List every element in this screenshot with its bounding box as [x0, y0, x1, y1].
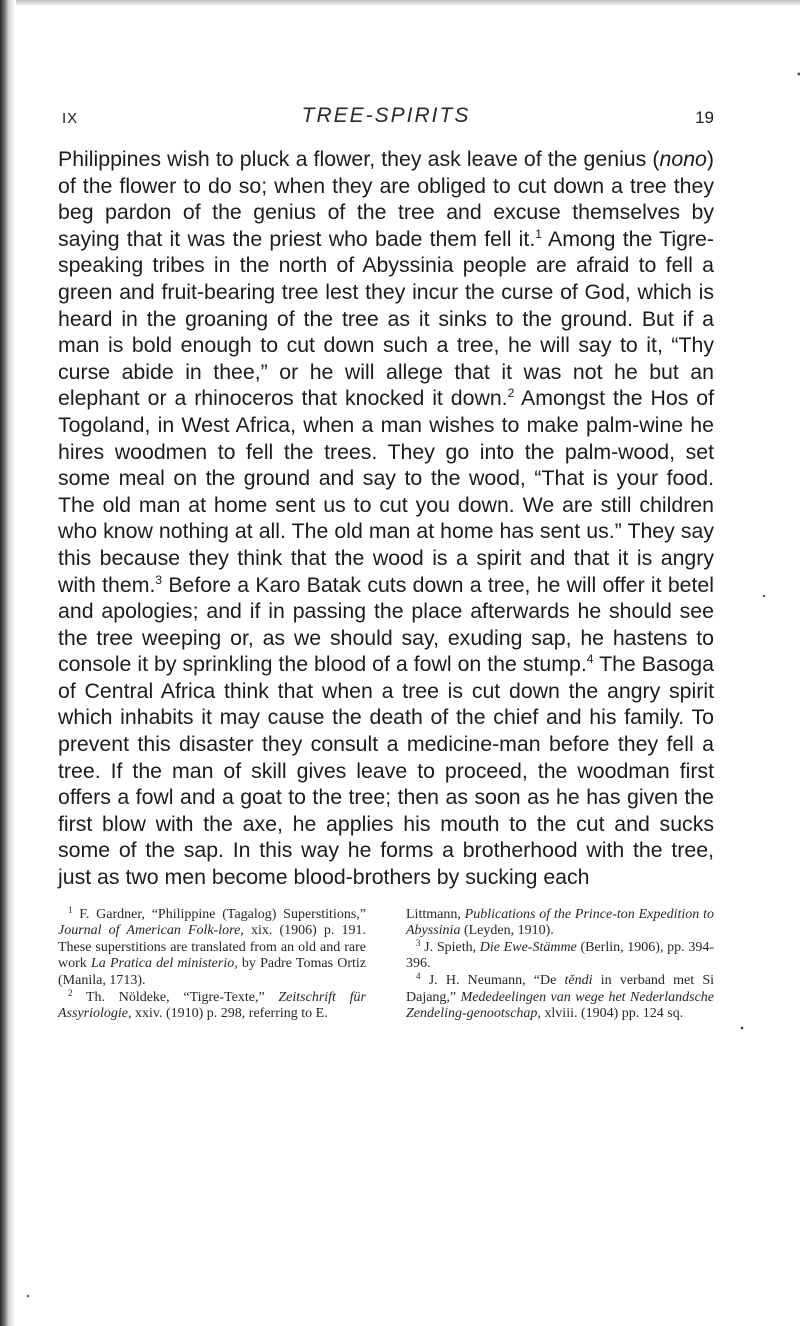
footnote-ref: 2	[507, 386, 515, 401]
footnote-ref: 4	[586, 652, 594, 667]
footnotes-right-column	[406, 907, 714, 1023]
footnote-ref: 1	[535, 226, 542, 241]
footnote: $^1$ F. Gardner, “Philippine (Tagalog) Superstitions,” Journal of American Folk-lore, xix. (1906) p. 191. These superstitions are translated from an old and rare work La Pratica del ministerio, by Padre Tomas Ortiz (Manila, 1713).	[58, 904, 367, 988]
page-number: 19	[695, 108, 714, 127]
running-title: TREE-SPIRITS	[301, 104, 471, 127]
scan-speck	[27, 1295, 30, 1298]
scan-binding-edge	[0, 0, 16, 1326]
footnote: $^2$ Th. Nöldeke, “Tigre-Texte,” Zeitschrift für Assyriologie, xxiv. (1910) p. 298, referring to E.	[58, 987, 366, 1022]
footnote-ref: 3	[155, 572, 163, 587]
footnotes-left-column	[58, 904, 367, 1023]
footnote: $^3$ J. Spieth, Die Ewe-Stämme (Berlin, 1906), pp. 394-396.	[406, 937, 714, 972]
body-paragraph: Philippines wish to pluck a flower, they ask leave of the genius (nono) of the flower to do so; when they are obliged to cut down a tree they beg pardon of the genius of the tree and excuse themselves by saying that it was the priest who bade them fell it.$^1$ Among the Tigre-speaking tribes in the north of Abyssinia people are afraid to fell a green and fruit-bearing tree lest they incur the curse of God, which is heard in the groaning of the tree as it sinks to the ground. But if a man is bold enough to cut down such a tree, he will say to it, “Thy curse abide in thee,” or he will allege that it was not he but an elephant or a rhinoceros that knocked it down.$^2$ Amongst the Hos of Togoland, in West Africa, when a man wishes to make palm-wine he hires woodmen to fell the trees. They go into the palm-wood, set some meal on the ground and say to the wood, “That is your food. The old man at home sent us to cut you down. We are still children who know nothing at all. The old man at home has sent us.” They say this because they think that the wood is a spirit and that it is angry with them.$^3$ Before a Karo Batak cuts down a tree, he will offer it betel and apologies; and if in passing the place afterwards he should see the tree weeping or, as we should say, exuding sap, he hastens to console it by sprinkling the blood of a fowl on the stump.$^4$ The Basoga of Central Africa think that when a tree is cut down the angry spirit which inhabits it may cause the death of the chief and his family. To prevent this disaster they consult a medicine-man before they fell a tree. If the man of skill gives leave to proceed, the woodman first offers a fowl and a goat to the tree; then as soon as he has given the first blow with the axe, he applies his mouth to the cut and sucks some of the sap. In this way he forms a brotherhood with the tree, just as two men become blood-brothers by sucking each	[58, 147, 715, 890]
running-head	[58, 104, 714, 134]
scan-speck	[763, 595, 765, 597]
body-text	[58, 146, 714, 891]
scan-top-shadow	[0, 0, 800, 6]
footnotes	[58, 904, 715, 1023]
book-page	[58, 104, 714, 1023]
scan-speck	[741, 1027, 744, 1030]
footnote-continuation: Littmann, Publications of the Prince-ton Expedition to Abyssinia (Leyden, 1910).	[406, 906, 714, 939]
footnote: $^4$ J. H. Neumann, “De tĕndi in verband met Si Dajang,” Mededeelingen van wege het Nederlandsche Zendeling-genootschap, xlviii. (1904) pp. 124 sq.	[406, 971, 715, 1022]
chapter-number: IX	[62, 110, 79, 127]
